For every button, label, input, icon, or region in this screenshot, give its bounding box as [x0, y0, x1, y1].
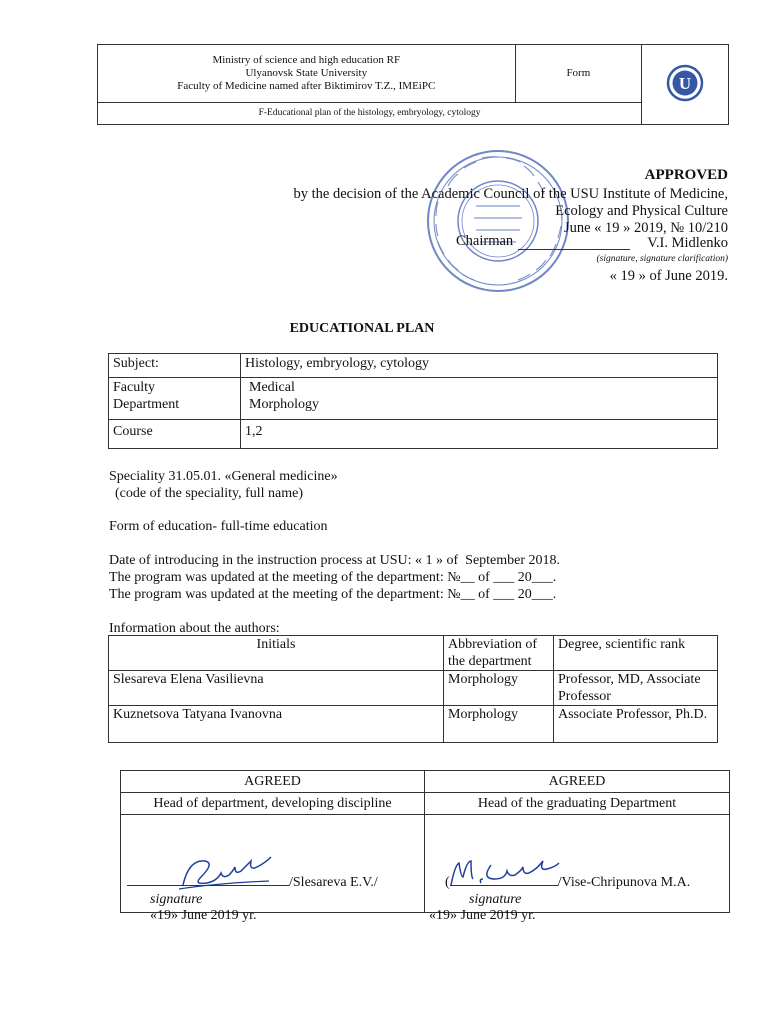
author-name: Slesareva Elena Vasilievna — [109, 671, 444, 706]
column-header-degree: Degree, scientific rank — [554, 636, 718, 671]
signature-clarification-caption: (signature, signature clarification) — [596, 254, 728, 264]
agreed-right-signature-caption: signature — [469, 892, 522, 907]
course-label: Course — [109, 420, 241, 449]
chairman-signature-line — [518, 249, 630, 250]
faculty-line: Faculty of Medicine named after Biktimirov T.Z., IMEiPC — [177, 80, 436, 92]
agreed-right-date: «19» June 2019 yr. — [429, 908, 536, 923]
form-of-education: Form of education- full-time education — [109, 519, 328, 534]
agreed-right-signature-cell — [425, 815, 730, 923]
chairman-name: V.I. Midlenko — [647, 235, 728, 251]
column-header-department: Abbreviation of the department — [444, 636, 554, 671]
agreed-left-name: /Slesareva E.V./ — [289, 875, 378, 890]
header-table — [97, 44, 729, 125]
signature-line — [450, 884, 558, 886]
faculty-value: Medical — [249, 380, 295, 395]
agreed-right-name: /Vise-Chripunova M.A. — [557, 875, 691, 890]
update-line-1: The program was updated at the meeting of the department: №__ of ___ 20___. — [109, 570, 557, 585]
agreed-left-date: «19» June 2019 yr. — [150, 908, 257, 923]
plan-name-cell: F-Educational plan of the histology, embryology, cytology — [98, 103, 642, 125]
form-cell: Form — [515, 45, 642, 103]
agreed-left-signature-row — [127, 874, 378, 891]
table-row — [109, 671, 718, 706]
department-value: Morphology — [249, 397, 319, 412]
course-value: 1,2 — [241, 420, 718, 449]
agreed-left-title: AGREED — [121, 771, 425, 793]
approved-decision-date: June « 19 » 2019, № 10/210 — [563, 220, 728, 236]
agreed-right-role: Head of the graduating Department — [425, 793, 730, 815]
subject-value: Histology, embryology, cytology — [241, 354, 718, 378]
university-line: Ulyanovsk State University — [245, 67, 368, 79]
university-logo-icon — [665, 63, 705, 103]
faculty-label: Faculty — [113, 380, 155, 395]
agreed-left-signature-caption: signature — [150, 892, 203, 907]
approved-date: « 19 » of June 2019. — [609, 268, 728, 284]
column-header-initials: Initials — [109, 636, 444, 671]
approved-title: APPROVED — [644, 167, 728, 183]
authors-table — [108, 635, 718, 743]
faculty-department-labels — [109, 378, 241, 420]
signature-line — [127, 884, 289, 886]
agreed-left-signature-cell — [121, 815, 425, 923]
stamp-seal-icon — [418, 146, 578, 296]
faculty-department-values — [241, 378, 718, 420]
agreed-right-title: AGREED — [425, 771, 730, 793]
author-department: Morphology — [444, 671, 554, 706]
document-title: EDUCATIONAL PLAN — [289, 321, 435, 336]
author-name: Kuznetsova Tatyana Ivanovna — [109, 706, 444, 743]
agreed-right-prefix: ( — [445, 875, 450, 890]
speciality-line: Speciality 31.05.01. «General medicine» — [109, 469, 338, 484]
speciality-caption: (code of the speciality, full name) — [115, 486, 304, 501]
author-department: Morphology — [444, 706, 554, 743]
update-line-2: The program was updated at the meeting of the department: №__ of ___ 20___. — [109, 587, 557, 602]
subject-label: Subject: — [109, 354, 241, 378]
author-degree: Associate Professor, Ph.D. — [554, 706, 718, 743]
organization-cell — [98, 45, 516, 103]
logo-letter: U — [678, 73, 692, 93]
agreed-left-role: Head of department, developing discipline — [121, 793, 425, 815]
introduction-date: Date of introducing in the instruction process at USU: « 1 » of September 2018. — [109, 553, 561, 568]
chairman-label: Chairman — [456, 233, 514, 249]
authors-header-row — [109, 636, 718, 671]
subject-info-table — [108, 353, 718, 449]
department-label: Department — [113, 397, 180, 412]
agreed-right-signature-row — [445, 874, 690, 891]
agreed-table — [120, 770, 730, 923]
author-degree: Professor, MD, Associate Professor — [554, 671, 718, 706]
table-row — [109, 706, 718, 743]
authors-heading: Information about the authors: — [109, 621, 280, 636]
approved-institute-line: Ecology and Physical Culture — [555, 203, 728, 219]
logo-cell — [642, 45, 729, 125]
ministry-line: Ministry of science and high education RF — [212, 54, 401, 66]
approved-decision-line: by the decision of the Academic Council of the USU Institute of Medicine, — [293, 186, 728, 202]
